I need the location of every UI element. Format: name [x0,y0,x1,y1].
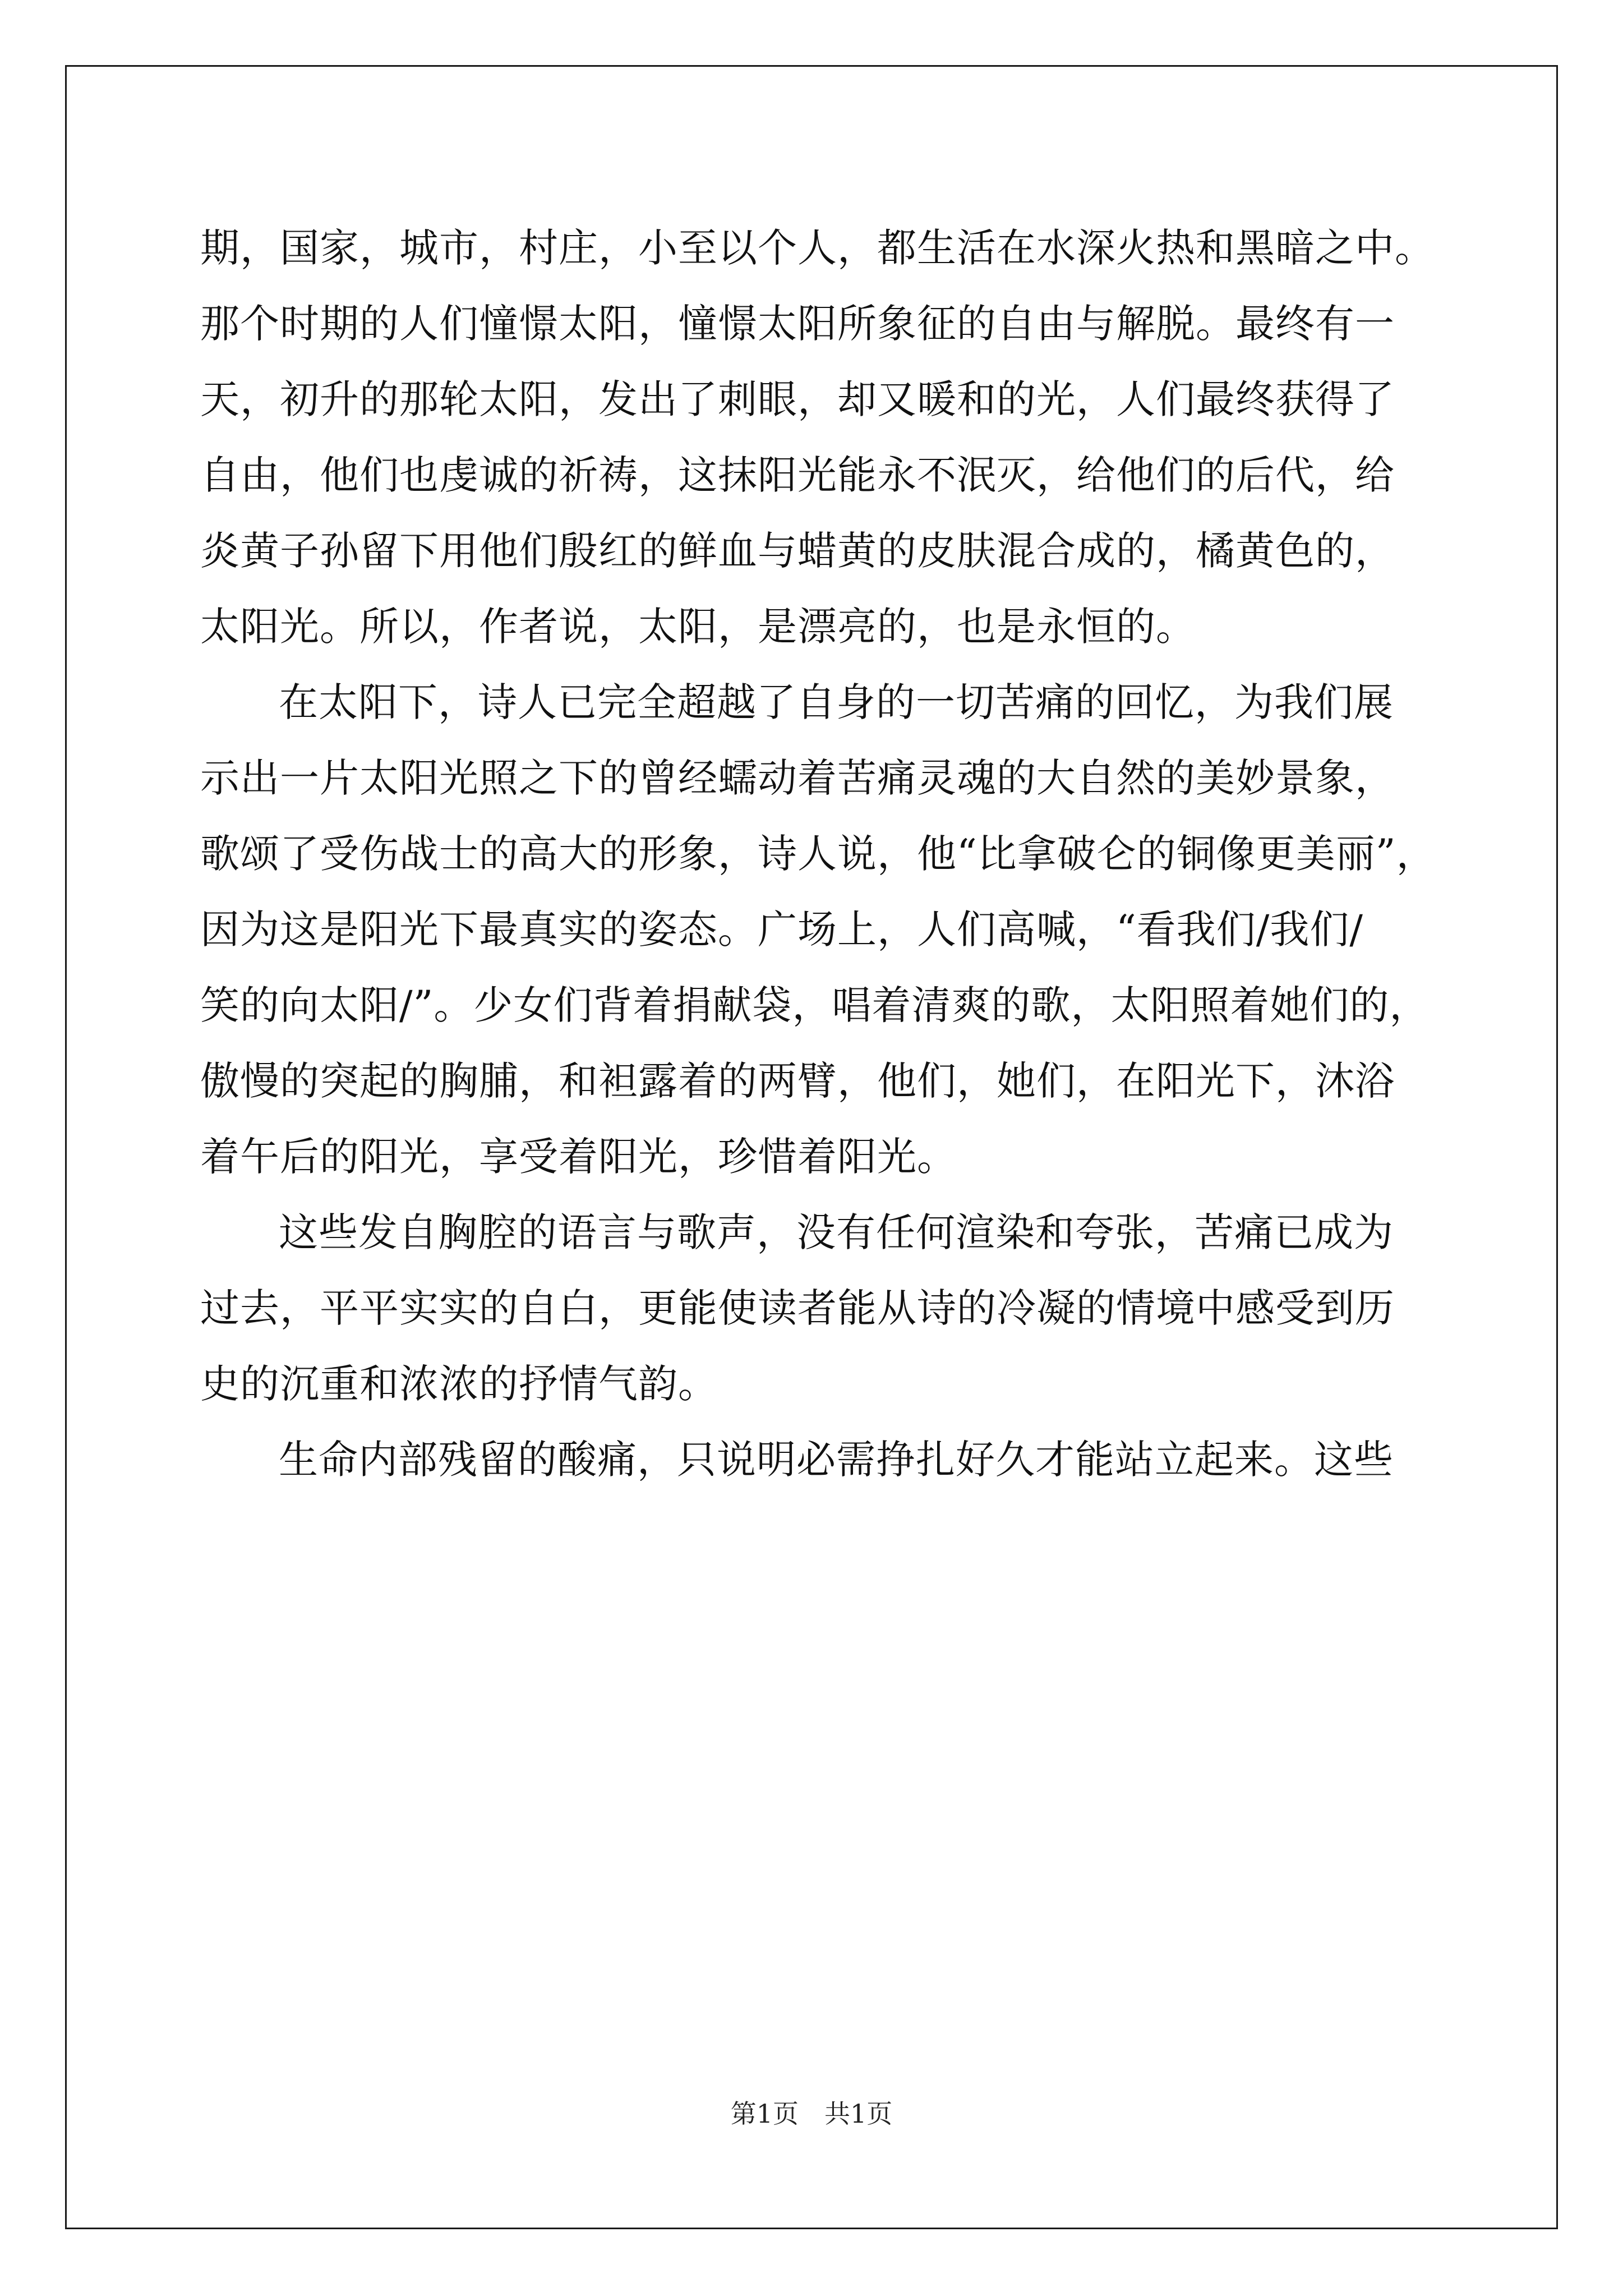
text-line: 示出一片太阳光照之下的曾经蠕动着苦痛灵魂的大自然的美妙景象， [200,755,1395,801]
paragraph-start-line: 在太阳下，诗人已完全超越了自身的一切苦痛的回忆，为我们展 [279,679,1394,725]
text-line: 歌颂了受伤战士的高大的形象，诗人说，他“比拿破仑的铜像更美丽”， [200,831,1436,877]
text-line: 太阳光。所以，作者说，太阳，是漂亮的，也是永恒的。 [200,604,1196,650]
page-footer [0,2097,1623,2131]
text-line: 炎黄子孙留下用他们殷红的鲜血与蜡黄的皮肤混合成的，橘黄色的， [200,528,1395,574]
text-line: 史的沉重和浓浓的抒情气韵。 [200,1361,718,1407]
text-line: 过去，平平实实的自白，更能使读者能从诗的冷凝的情境中感受到历 [200,1285,1395,1331]
text-line: 着午后的阳光，享受着阳光，珍惜着阳光。 [200,1134,957,1180]
paragraph-start-line: 这些发自胸腔的语言与歌声，没有任何渲染和夸张，苦痛已成为 [279,1209,1394,1255]
text-line: 自由，他们也虔诚的祈祷，这抹阳光能永不泯灭，给他们的后代，给 [200,452,1395,498]
text-line: 期，国家，城市，村庄，小至以个人，都生活在水深火热和黑暗之中。 [200,225,1435,271]
text-line: 傲慢的突起的胸脯，和袒露着的两臂，他们，她们，在阳光下，沐浴 [200,1058,1395,1104]
text-line: 笑的向太阳/”。少女们背着捐献袋，唱着清爽的歌，太阳照着她们的， [200,982,1430,1028]
paragraph-start-line: 生命内部残留的酸痛，只说明必需挣扎好久才能站立起来。这些 [279,1437,1394,1483]
text-line: 天，初升的那轮太阳，发出了刺眼，却又暖和的光，人们最终获得了 [200,376,1395,422]
page-number: 第1页 [730,2099,799,2129]
text-line: 那个时期的人们憧憬太阳，憧憬太阳所象征的自由与解脱。最终有一 [200,301,1395,347]
page-total: 共1页 [824,2099,893,2129]
text-line: 因为这是阳光下最真实的姿态。广场上，人们高喊，“看我们/我们/ [200,907,1363,953]
